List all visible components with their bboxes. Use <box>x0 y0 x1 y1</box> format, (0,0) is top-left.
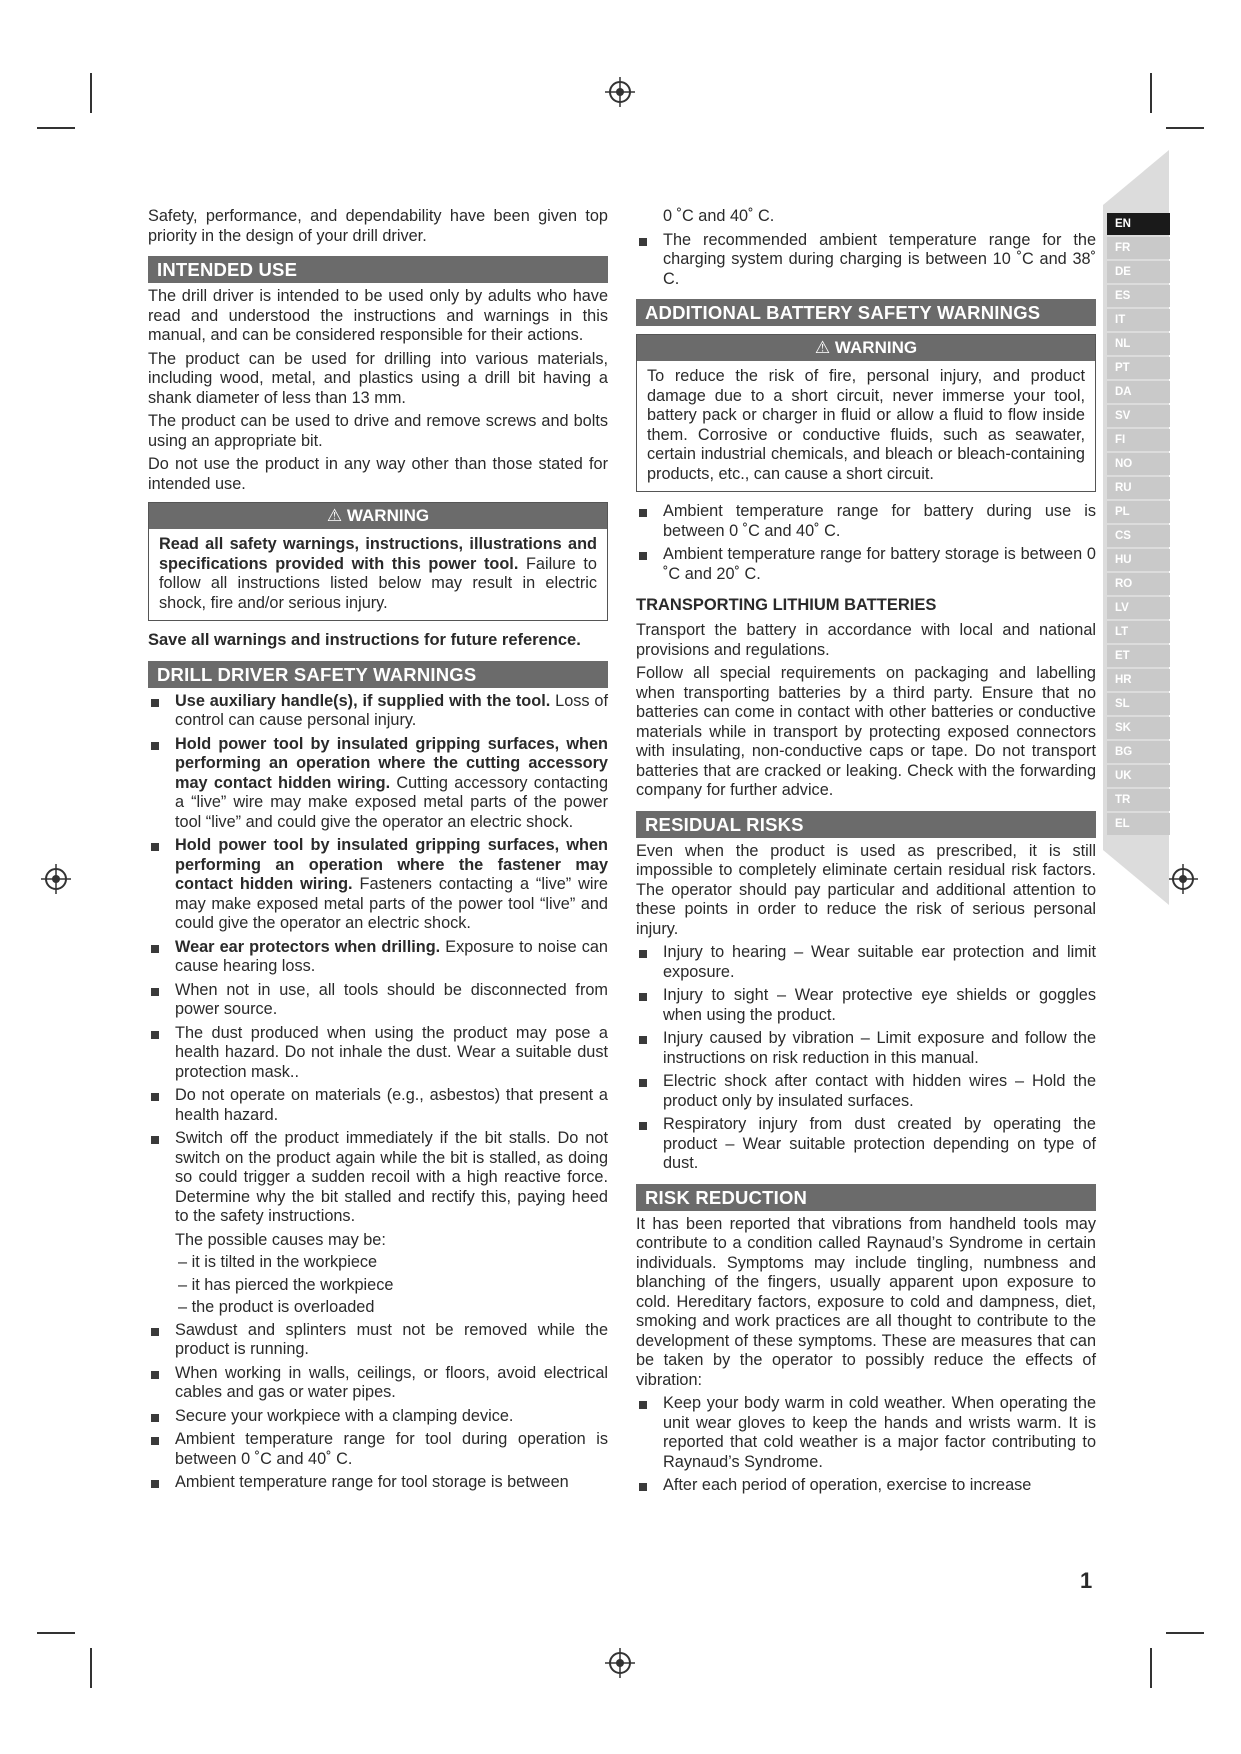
language-tab-lv[interactable]: LV <box>1107 597 1170 619</box>
language-tab-cs[interactable]: CS <box>1107 525 1170 547</box>
paragraph: The product can be used for drilling into various materials, including wood, metal, and plastics using a drill bit having a shank diameter of less than 13 mm. <box>148 349 608 407</box>
risk-reduction-heading: RISK REDUCTION <box>636 1184 1096 1211</box>
language-tab-sv[interactable]: SV <box>1107 405 1170 427</box>
crop-mark <box>37 1632 75 1634</box>
language-tab-da[interactable]: DA <box>1107 381 1170 403</box>
list-item: Ambient temperature range for battery during use is between 0 ˚C and 40˚ C. <box>636 502 1096 541</box>
list-item: The recommended ambient temperature range for the charging system during charging is between 10 ˚C and 38˚ C. <box>636 231 1096 290</box>
warning-box <box>148 502 608 621</box>
crop-mark <box>1166 1632 1204 1634</box>
paragraph: It has been reported that vibrations from handheld tools may contribute to a condition called Raynaud’s Syndrome in certain individuals. Symptoms may include tingling, numbness and blanching of the fingers, usually apparent upon exposure to cold. Hereditary factors, exposure to cold and dampness, diet, smoking and work practices are all thought to contribute to the development of these symptoms. These are measures that can be taken by the operator to possibly reduce the effects of vibration: <box>636 1214 1096 1389</box>
language-tab-fr[interactable]: FR <box>1107 237 1170 259</box>
list-item: Sawdust and splinters must not be removed while the product is running. <box>148 1321 608 1360</box>
list-item: Respiratory injury from dust created by operating the product – Wear suitable protection depending on type of dust. <box>636 1115 1096 1174</box>
language-tab-nl[interactable]: NL <box>1107 333 1170 355</box>
language-tab-hu[interactable]: HU <box>1107 549 1170 571</box>
registration-mark-icon <box>41 864 71 894</box>
continued-text: 0 ˚C and 40˚ C. <box>663 207 775 225</box>
right-column <box>636 207 1096 1500</box>
warning-text: To reduce the risk of fire, personal injury, and product damage due to a short circuit, never immerse your tool, battery pack or charger in fluid or allow a fluid to flow inside them. Corrosive or conductive fluids, such as seawater, certain industrial chemicals, and bleach or bleach-containing products, etc., can cause a short circuit. <box>647 367 1085 483</box>
language-tab-de[interactable]: DE <box>1107 261 1170 283</box>
cause-item: – it has pierced the workpiece <box>178 1275 394 1294</box>
language-tab-en[interactable]: EN <box>1107 213 1170 235</box>
language-tab-tr[interactable]: TR <box>1107 789 1170 811</box>
page-number: 1 <box>1080 1568 1093 1593</box>
warning-triangle-icon: ⚠ <box>814 338 831 357</box>
list-item: Ambient temperature range for tool during operation is between 0 ˚C and 40˚ C. <box>148 1430 608 1469</box>
paragraph: The product can be used to drive and remove screws and bolts using an appropriate bit. <box>148 412 608 450</box>
residual-risks-list <box>636 943 1096 1174</box>
drill-warnings-list-2 <box>148 1321 608 1493</box>
language-tab-ru[interactable]: RU <box>1107 477 1170 499</box>
crop-mark <box>90 1648 92 1688</box>
left-column <box>148 207 608 1497</box>
language-tab-no[interactable]: NO <box>1107 453 1170 475</box>
warning-bar <box>149 503 607 529</box>
language-tab-ro[interactable]: RO <box>1107 573 1170 595</box>
language-tab-uk[interactable]: UK <box>1107 765 1170 787</box>
registration-mark-icon <box>605 77 635 107</box>
drill-warnings-list <box>148 692 608 1227</box>
paragraph: Even when the product is used as prescribed, it is still impossible to completely eliminate certain residual risk factors. The operator should pay particular and additional attention to these points in order to reduce the risk of serious personal injury. <box>636 841 1096 938</box>
language-tab-fi[interactable]: FI <box>1107 429 1170 451</box>
list-item: Hold power tool by insulated gripping surfaces, when performing an operation where the fastener may contact hidden wiring. Fasteners contacting a “live” wire may make exposed metal parts of the power tool “live” and could give the operator an electric shock. <box>148 836 608 934</box>
language-tab-hr[interactable]: HR <box>1107 669 1170 691</box>
list-item: Injury caused by vibration – Limit exposure and follow the instructions on risk reduction in this manual. <box>636 1029 1096 1068</box>
language-tab-es[interactable]: ES <box>1107 285 1170 307</box>
list-item: When working in walls, ceilings, or floors, avoid electrical cables and gas or water pipes. <box>148 1364 608 1403</box>
cause-item: – the product is overloaded <box>178 1298 375 1316</box>
language-tab-it[interactable]: IT <box>1107 309 1170 331</box>
language-tabs <box>1107 213 1170 837</box>
list-item: When not in use, all tools should be disconnected from power source. <box>148 981 608 1020</box>
crop-mark <box>37 127 75 129</box>
language-tab-el[interactable]: EL <box>1107 813 1170 835</box>
list-item: Electric shock after contact with hidden wires – Hold the product only by insulated surfaces. <box>636 1072 1096 1111</box>
crop-mark <box>1150 73 1152 113</box>
causes-list <box>148 1253 608 1318</box>
warning-title: WARNING <box>834 338 918 357</box>
list-item: Hold power tool by insulated gripping surfaces, when performing an operation where the cutting accessory may contact hidden wiring. Cutting accessory contacting a “live” wire may make exposed metal parts of the power tool “live” and could give the operator an electric shock. <box>148 735 608 833</box>
list-item: Keep your body warm in cold weather. When operating the unit wear gloves to keep the hands and wrists warm. It is reported that cold weather is a major factor contributing to Raynaud’s Syndrome. <box>636 1394 1096 1472</box>
list-item: Switch off the product immediately if the bit stalls. Do not switch on the product again while the bit is stalled, as doing so could trigger a sudden recoil with a high reactive force. Determine why the bit stalled and rectify this, paying heed to the safety instructions. <box>148 1129 608 1227</box>
cause-item: – it is tilted in the workpiece <box>178 1253 378 1271</box>
language-tab-sl[interactable]: SL <box>1107 693 1170 715</box>
language-tab-sk[interactable]: SK <box>1107 717 1170 739</box>
warning-title: WARNING <box>346 506 430 525</box>
list-item: Ambient temperature range for battery storage is between 0 ˚C and 20˚ C. <box>636 545 1096 584</box>
crop-mark <box>1150 1648 1152 1688</box>
charging-list <box>636 231 1096 290</box>
list-item: Ambient temperature range for tool storage is between <box>148 1473 608 1493</box>
crop-mark <box>90 73 92 113</box>
list-item: Injury to sight – Wear protective eye shields or goggles when using the product. <box>636 986 1096 1025</box>
list-item: The dust produced when using the product may pose a health hazard. Do not inhale the dust. Wear a suitable dust protection mask.. <box>148 1024 608 1083</box>
battery-warnings-heading: ADDITIONAL BATTERY SAFETY WARNINGS <box>636 299 1096 326</box>
list-item: Secure your workpiece with a clamping device. <box>148 1407 608 1427</box>
intended-use-heading: INTENDED USE <box>148 256 608 283</box>
list-item: Injury to hearing – Wear suitable ear protection and limit exposure. <box>636 943 1096 982</box>
crop-mark <box>1166 127 1204 129</box>
warning-bar <box>637 335 1095 361</box>
paragraph: Follow all special requirements on packaging and labelling when transporting batteries by a third party. Ensure that no batteries can come in contact with other batteries or conductive materials while in transport by protecting exposed connectors with insulating, non-conductive caps or tape. Do not transport batteries that are cracked or leaking. Check with the forwarding company for further advice. <box>636 664 1096 799</box>
paragraph: The drill driver is intended to be used only by adults who have read and understood the instructions and warnings in this manual, and can be considered responsible for their actions. <box>148 287 608 344</box>
battery-warning-box <box>636 334 1096 492</box>
paragraph: Do not use the product in any way other than those stated for intended use. <box>148 455 608 493</box>
causes-intro: The possible causes may be: <box>175 1230 386 1249</box>
list-item: Do not operate on materials (e.g., asbestos) that present a health hazard. <box>148 1086 608 1125</box>
drill-warnings-heading: DRILL DRIVER SAFETY WARNINGS <box>148 661 608 688</box>
language-tab-pl[interactable]: PL <box>1107 501 1170 523</box>
warning-text: Read all safety warnings, instructions, illustrations and specifications provided with this power tool. Failure to follow all instructions listed below may result in electric shock, fire and/or serious injury. <box>159 535 597 612</box>
battery-temperature-list <box>636 502 1096 584</box>
registration-mark-icon <box>1168 864 1198 894</box>
language-tab-lt[interactable]: LT <box>1107 621 1170 643</box>
risk-reduction-list <box>636 1394 1096 1496</box>
list-item: Wear ear protectors when drilling. Exposure to noise can cause hearing loss. <box>148 938 608 977</box>
list-item: After each period of operation, exercise to increase <box>636 1476 1096 1496</box>
language-tab-pt[interactable]: PT <box>1107 357 1170 379</box>
residual-risks-heading: RESIDUAL RISKS <box>636 811 1096 838</box>
paragraph: Transport the battery in accordance with local and national provisions and regulations. <box>636 621 1096 659</box>
language-tab-et[interactable]: ET <box>1107 645 1170 667</box>
intro-paragraph: Safety, performance, and dependability have been given top priority in the design of your drill driver. <box>148 207 608 245</box>
list-item: Use auxiliary handle(s), if supplied with the tool. Loss of control can cause personal injury. <box>148 692 608 731</box>
transport-heading: TRANSPORTING LITHIUM BATTERIES <box>636 596 937 614</box>
warning-triangle-icon: ⚠ <box>326 506 343 525</box>
save-instructions-line: Save all warnings and instructions for future reference. <box>148 631 581 649</box>
registration-mark-icon <box>605 1648 635 1678</box>
language-tab-bg[interactable]: BG <box>1107 741 1170 763</box>
